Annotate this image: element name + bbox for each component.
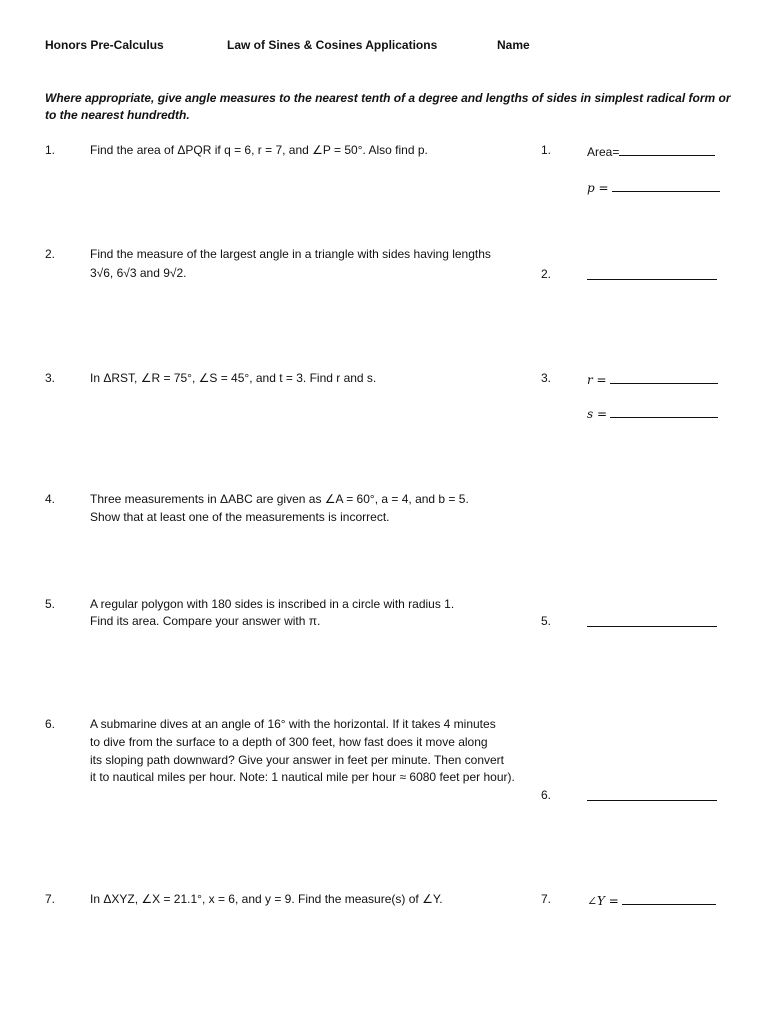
worksheet-title: Law of Sines & Cosines Applications bbox=[227, 38, 438, 52]
answer-line bbox=[587, 788, 717, 801]
problem-text-line: Three measurements in ΔABC are given as ∠A = 60°, a = 4, and b = 5. bbox=[90, 492, 469, 506]
answer-blank-p[interactable] bbox=[587, 179, 720, 195]
problem-number: 4. bbox=[45, 492, 56, 506]
problem-text: Find the area of ΔPQR if q = 6, r = 7, and ∠P = 50°. Also find p. bbox=[90, 143, 428, 157]
answer-label: p = bbox=[587, 181, 609, 195]
problem-text-line: A submarine dives at an angle of 16° with the horizontal. If it takes 4 minutes bbox=[90, 717, 496, 731]
problem-number: 5. bbox=[45, 597, 56, 611]
answer-number: 2. bbox=[541, 267, 552, 281]
answer-blank-area[interactable] bbox=[587, 143, 715, 159]
answer-label: r = bbox=[587, 373, 607, 387]
answer-line bbox=[610, 405, 718, 418]
answer-label: s = bbox=[587, 407, 608, 421]
answer-number: 7. bbox=[541, 892, 552, 906]
instructions: Where appropriate, give angle measures to the nearest tenth of a degree and lengths of sides in simplest radical form or to the nearest hundredth. bbox=[45, 91, 731, 122]
answer-number: 1. bbox=[541, 143, 552, 157]
problem-text-line: Find its area. Compare your answer with π. bbox=[90, 614, 321, 628]
problem-number: 6. bbox=[45, 717, 56, 731]
answer-line bbox=[622, 892, 716, 905]
problem-text-line: A regular polygon with 180 sides is inscribed in a circle with radius 1. bbox=[90, 597, 455, 611]
answer-number: 5. bbox=[541, 614, 552, 628]
answer-blank[interactable] bbox=[587, 614, 717, 630]
answer-line bbox=[619, 143, 715, 156]
problem-text-line: to dive from the surface to a depth of 300 feet, how fast does it move along bbox=[90, 735, 488, 749]
problem-number: 2. bbox=[45, 247, 56, 261]
problem-text-line: it to nautical miles per hour. Note: 1 nautical mile per hour ≈ 6080 feet per hour). bbox=[90, 770, 515, 784]
answer-line bbox=[610, 371, 718, 384]
problem-text-line: Show that at least one of the measurements is incorrect. bbox=[90, 510, 390, 524]
problem-text: In ΔXYZ, ∠X = 21.1°, x = 6, and y = 9. Find the measure(s) of ∠Y. bbox=[90, 892, 443, 906]
problem-number: 7. bbox=[45, 892, 56, 906]
answer-blank-angle-y[interactable] bbox=[587, 892, 716, 908]
course-title: Honors Pre-Calculus bbox=[45, 38, 164, 52]
name-label: Name bbox=[497, 38, 530, 52]
problem-text: In ΔRST, ∠R = 75°, ∠S = 45°, and t = 3. Find r and s. bbox=[90, 371, 377, 385]
answer-blank[interactable] bbox=[587, 267, 717, 283]
problem-text-line: 3√6, 6√3 and 9√2. bbox=[90, 266, 187, 280]
answer-blank[interactable] bbox=[587, 788, 717, 804]
problem-number: 1. bbox=[45, 143, 56, 157]
answer-number: 6. bbox=[541, 788, 552, 802]
answer-number: 3. bbox=[541, 371, 552, 385]
answer-line bbox=[612, 179, 720, 192]
answer-line bbox=[587, 614, 717, 627]
problem-text-line: its sloping path downward? Give your answer in feet per minute. Then convert bbox=[90, 753, 504, 767]
answer-line bbox=[587, 267, 717, 280]
answer-label: ∠Y = bbox=[587, 894, 619, 908]
problem-number: 3. bbox=[45, 371, 56, 385]
problem-text-line: Find the measure of the largest angle in a triangle with sides having lengths bbox=[90, 247, 491, 261]
answer-blank-r[interactable] bbox=[587, 371, 718, 387]
answer-label: Area= bbox=[587, 145, 620, 159]
answer-blank-s[interactable] bbox=[587, 405, 718, 421]
